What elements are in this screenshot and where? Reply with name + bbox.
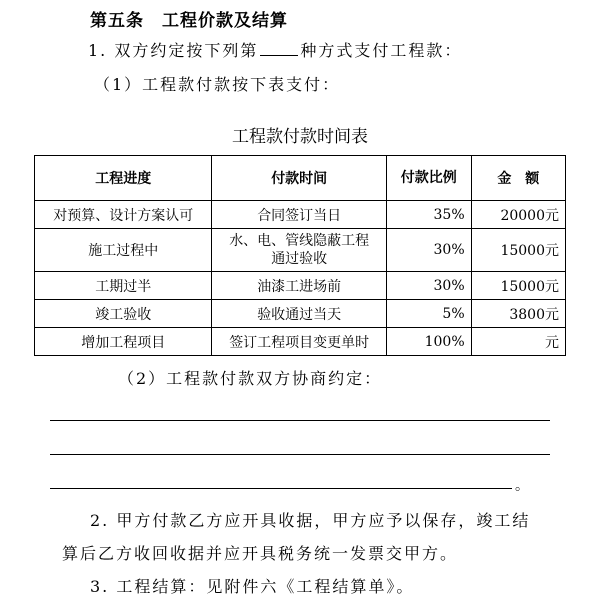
cell-progress: 对预算、设计方案认可 bbox=[35, 201, 212, 229]
cell-progress: 竣工验收 bbox=[35, 300, 212, 328]
cell-amount: 15000元 bbox=[471, 229, 565, 272]
cell-time: 验收通过当天 bbox=[212, 300, 386, 328]
header-amount: 金 额 bbox=[471, 156, 565, 201]
payment-method-suffix: 种方式支付工程款： bbox=[300, 41, 463, 60]
cell-amount: 元 bbox=[471, 328, 565, 356]
payment-method-line bbox=[88, 38, 462, 61]
blank-line-2[interactable] bbox=[50, 454, 550, 455]
table-row bbox=[35, 272, 566, 300]
clause-3: 3. 工程结算：见附件六《工程结算单》。 bbox=[90, 577, 415, 596]
cell-progress: 增加工程项目 bbox=[35, 328, 212, 356]
table-row bbox=[35, 201, 566, 229]
cell-progress: 工期过半 bbox=[35, 272, 212, 300]
header-time: 付款时间 bbox=[212, 156, 386, 201]
payment-method-prefix: 1. 双方约定按下列第 bbox=[88, 41, 259, 60]
cell-ratio: 35% bbox=[386, 201, 471, 229]
cell-time: 油漆工进场前 bbox=[212, 272, 386, 300]
cell-amount: 15000元 bbox=[471, 272, 565, 300]
end-period: 。 bbox=[515, 478, 529, 494]
cell-amount: 20000元 bbox=[471, 201, 565, 229]
cell-amount: 3800元 bbox=[471, 300, 565, 328]
cell-time: 签订工程项目变更单时 bbox=[212, 328, 386, 356]
header-ratio: 付款比例 bbox=[386, 156, 471, 201]
cell-ratio: 30% bbox=[386, 229, 471, 272]
cell-ratio: 30% bbox=[386, 272, 471, 300]
table-row bbox=[35, 300, 566, 328]
table-header-row bbox=[35, 156, 566, 201]
payment-schedule-table bbox=[34, 155, 566, 356]
payment-method-blank[interactable] bbox=[260, 41, 298, 56]
cell-ratio: 100% bbox=[386, 328, 471, 356]
cell-ratio: 5% bbox=[386, 300, 471, 328]
blank-line-1[interactable] bbox=[50, 420, 550, 421]
cell-time: 水、电、管线隐蔽工程通过验收 bbox=[212, 229, 386, 272]
payment-option-1: （1）工程款付款按下表支付： bbox=[94, 75, 341, 94]
payment-option-2: （2）工程款付款双方协商约定： bbox=[118, 369, 383, 388]
blank-line-3[interactable] bbox=[50, 488, 512, 489]
clause-2-line-2: 算后乙方收回收据并应开具税务统一发票交甲方。 bbox=[62, 544, 459, 563]
header-progress: 工程进度 bbox=[35, 156, 212, 201]
table-caption: 工程款付款时间表 bbox=[232, 127, 368, 147]
section-heading: 第五条 工程价款及结算 bbox=[90, 11, 288, 31]
cell-time: 合同签订当日 bbox=[212, 201, 386, 229]
clause-2-line-1: 2. 甲方付款乙方应开具收据，甲方应予以保存，竣工结 bbox=[90, 511, 531, 530]
cell-progress: 施工过程中 bbox=[35, 229, 212, 272]
table-row bbox=[35, 328, 566, 356]
table-row bbox=[35, 229, 566, 272]
